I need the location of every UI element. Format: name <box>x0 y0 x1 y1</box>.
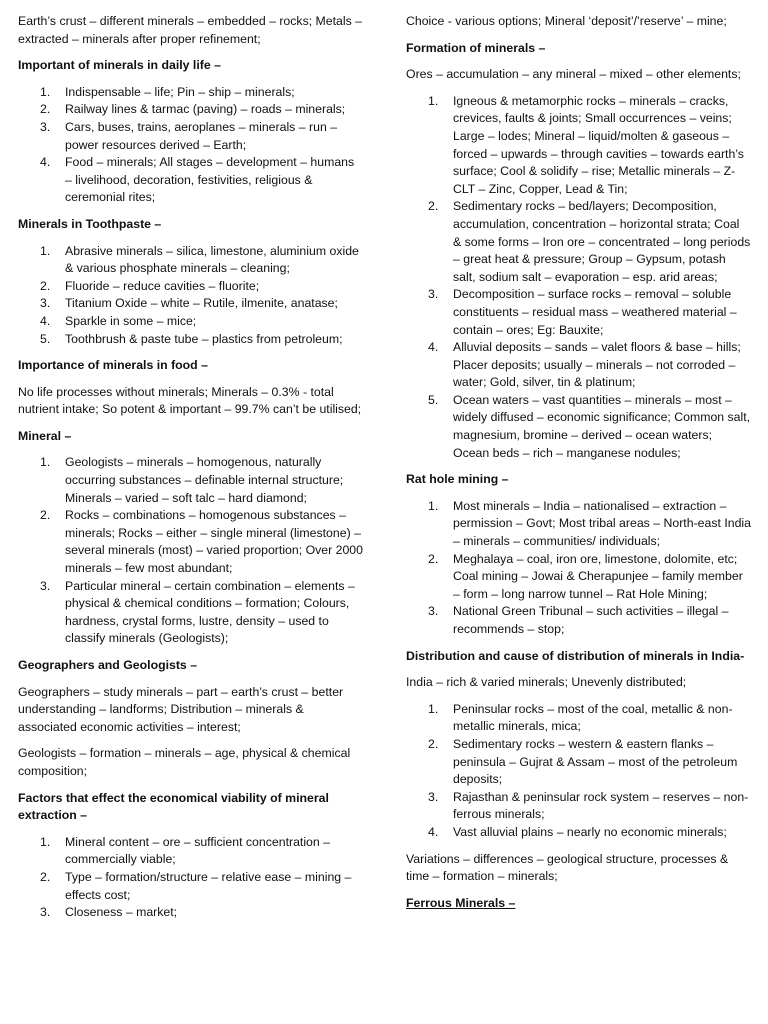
list-number: 3. <box>40 578 51 593</box>
list-item <box>18 101 363 119</box>
heading-mineral: Mineral – <box>18 428 72 443</box>
list-item-text: Toothbrush & paste tube – plastics from petroleum; <box>65 331 343 346</box>
list-number: 1. <box>428 701 439 716</box>
list-number: 4. <box>428 824 439 839</box>
list-item <box>18 243 363 278</box>
list-item-text: Peninsular rocks – most of the coal, metallic & non-metallic minerals, mica; <box>453 701 733 734</box>
right-column <box>406 13 751 921</box>
geologists-paragraph: Geologists – formation – minerals – age, physical & chemical composition; <box>18 746 351 778</box>
list-item <box>18 869 363 904</box>
list-number: 3. <box>40 905 51 920</box>
list-item <box>18 454 363 507</box>
heading-daily-life: Important of minerals in daily life – <box>18 58 221 73</box>
variations-paragraph: Variations – differences – geological structure, processes & time – formation – minerals; <box>406 851 729 884</box>
heading-food: Importance of minerals in food – <box>18 358 208 373</box>
list-item-text: Ocean waters – vast quantities – minerals – most – widely diffused – economic significance; Common salt, magnesium, bromine – derived – ocean waters; Ocean beds – rich – manganese nodules; <box>453 392 751 460</box>
food-paragraph: No life processes without minerals; Minerals – 0.3% - total nutrient intake; So potent & important – 99.7% can’t be utilised; <box>18 384 362 417</box>
list-item <box>18 84 363 102</box>
list-number: 5. <box>428 392 439 407</box>
list-number: 2. <box>428 199 439 214</box>
list-item-text: Particular mineral – certain combination – elements – physical & chemical conditions – formation; Colours, hardness, crystal forms, lustre, density – used to classify minerals (Geologists); <box>65 578 355 646</box>
heading-rathole: Rat hole mining – <box>406 472 509 487</box>
heading-geo: Geographers and Geologists – <box>18 658 198 672</box>
list-number: 3. <box>428 789 439 804</box>
list-item <box>406 701 751 736</box>
right-intro-paragraph: Choice - various options; Mineral ‘deposit’/’reserve’ – mine; <box>406 14 727 28</box>
heading-toothpaste: Minerals in Toothpaste – <box>18 216 162 231</box>
list-number: 3. <box>428 287 439 302</box>
list-number: 2. <box>40 278 51 293</box>
formation-list <box>406 93 751 462</box>
list-item <box>406 789 751 824</box>
list-item <box>406 498 751 551</box>
list-item-text: Igneous & metamorphic rocks – minerals – cracks, crevices, faults & joints; Small occurrences – veins; Large – lodes; Mineral – liquid/molten & gaseous – forced – upwards – through cavities – towards earth’s surface; Cool & solidify – rise; Metallic minerals – Z- CLT – Zinc, Copper, Lead & Tin; <box>453 93 744 196</box>
list-item-text: Cars, buses, trains, aeroplanes – minerals – run – power resources derived – Earth; <box>65 119 338 152</box>
list-item <box>406 824 751 842</box>
list-item-text: Railway lines & tarmac (paving) – roads – minerals; <box>65 102 346 117</box>
list-item <box>406 339 751 392</box>
list-item-text: Fluoride – reduce cavities – fluorite; <box>65 278 260 293</box>
list-item-text: Most minerals – India – nationalised – extraction – permission – Govt; Most tribal areas – North-east India – minerals – communities/ individuals; <box>453 498 751 549</box>
list-number: 3. <box>428 604 439 619</box>
list-number: 4. <box>40 155 51 170</box>
heading-formation: Formation of minerals – <box>406 40 546 55</box>
list-number: 1. <box>428 498 439 513</box>
list-number: 3. <box>40 296 51 311</box>
left-column <box>18 13 363 931</box>
list-item <box>406 551 751 604</box>
list-item <box>406 603 751 638</box>
list-item <box>18 154 363 207</box>
list-item <box>18 119 363 154</box>
list-item <box>18 904 363 922</box>
list-item-text: National Green Tribunal – such activities – illegal – recommends – stop; <box>453 604 729 636</box>
distribution-list <box>406 701 751 842</box>
list-number: 2. <box>428 551 439 566</box>
list-item <box>406 93 751 199</box>
list-item-text: Rajasthan & peninsular rock system – reserves – non-ferrous minerals; <box>453 789 749 822</box>
list-item <box>18 295 363 313</box>
list-item-text: Sedimentary rocks – bed/layers; Decomposition, accumulation, concentration – horizontal strata; Coal & some forms – Iron ore – concentrated – long periods – great heat & pressure; Group – Gypsum, potash salt, sodium salt – evaporation – esp. arid areas; <box>453 199 751 284</box>
list-item <box>18 578 363 648</box>
heading-distribution: Distribution and cause of distribution of minerals in India- <box>406 648 745 663</box>
list-number: 5. <box>40 331 51 346</box>
list-item <box>18 278 363 296</box>
mineral-list <box>18 454 363 648</box>
heading-ferrous: Ferrous Minerals – <box>406 895 516 910</box>
list-number: 2. <box>428 736 439 751</box>
list-item <box>18 313 363 331</box>
list-item-text: Vast alluvial plains – nearly no economic minerals; <box>453 824 727 839</box>
list-item-text: Sparkle in some – mice; <box>65 313 197 328</box>
list-item-text: Type – formation/structure – relative ease – mining – effects cost; <box>65 869 352 902</box>
list-number: 4. <box>40 313 51 328</box>
list-number: 1. <box>428 93 439 108</box>
list-number: 4. <box>428 340 439 355</box>
list-number: 1. <box>40 455 51 470</box>
list-item <box>406 736 751 789</box>
list-item <box>18 834 363 869</box>
intro-paragraph: Earth’s crust – different minerals – embedded – rocks; Metals – extracted – minerals after proper refinement; <box>18 14 363 46</box>
list-number: 1. <box>40 243 51 258</box>
list-number: 2. <box>40 508 51 523</box>
list-item-text: Geologists – minerals – homogenous, naturally occurring substances – definable internal structure; Minerals – varied – soft talc – hard diamond; <box>65 455 344 505</box>
list-number: 2. <box>40 102 51 117</box>
formation-paragraph: Ores – accumulation – any mineral – mixed – other elements; <box>406 67 741 82</box>
list-item-text: Food – minerals; All stages – development – humans – livelihood, decoration, festivities, religious & ceremonial rites; <box>65 155 355 205</box>
list-number: 3. <box>40 119 51 134</box>
list-item-text: Closeness – market; <box>65 905 178 920</box>
geographers-paragraph: Geographers – study minerals – part – earth’s crust – better understanding – landforms; Distribution – minerals & associated economic activities – interest; <box>18 684 344 734</box>
list-item <box>406 286 751 339</box>
list-number: 2. <box>40 869 51 884</box>
list-item-text: Meghalaya – coal, iron ore, limestone, dolomite, etc; Coal mining – Jowai & Cherapunjee – family member – form – long narrow tunnel – Rat Hole Mining; <box>453 551 743 601</box>
list-item-text: Indispensable – life; Pin – ship – minerals; <box>65 84 295 99</box>
list-item <box>18 507 363 577</box>
factors-list <box>18 834 363 922</box>
daily-life-list <box>18 84 363 207</box>
rathole-list <box>406 498 751 639</box>
list-item <box>18 331 363 349</box>
heading-factors: Factors that effect the economical viability of mineral extraction – <box>18 790 329 823</box>
list-item-text: Titanium Oxide – white – Rutile, ilmenite, anatase; <box>65 296 338 311</box>
list-item-text: Abrasive minerals – silica, limestone, aluminium oxide & various phosphate minerals – cleaning; <box>65 243 359 276</box>
list-number: 1. <box>40 834 51 849</box>
list-number: 1. <box>40 84 51 99</box>
list-item-text: Decomposition – surface rocks – removal – soluble constituents – residual mass – weathered material – contain – ores; Eg: Bauxite; <box>453 287 737 337</box>
list-item-text: Sedimentary rocks – western & eastern flanks – peninsula – Gujrat & Assam – most of the petroleum deposits; <box>453 736 738 787</box>
toothpaste-list <box>18 243 363 349</box>
list-item-text: Mineral content – ore – sufficient concentration – commercially viable; <box>65 834 330 867</box>
list-item-text: Rocks – combinations – homogenous substances – minerals; Rocks – either – single mineral (limestone) – several minerals (most) – varied proportion; Over 2000 minerals – few most abundant; <box>65 508 363 576</box>
distribution-paragraph: India – rich & varied minerals; Unevenly distributed; <box>406 675 687 690</box>
list-item-text: Alluvial deposits – sands – valet floors & base – hills; Placer deposits; usually – minerals – not corroded – water; Gold, silver, tin & platinum; <box>453 340 741 390</box>
list-item <box>406 392 751 462</box>
list-item <box>406 198 751 286</box>
